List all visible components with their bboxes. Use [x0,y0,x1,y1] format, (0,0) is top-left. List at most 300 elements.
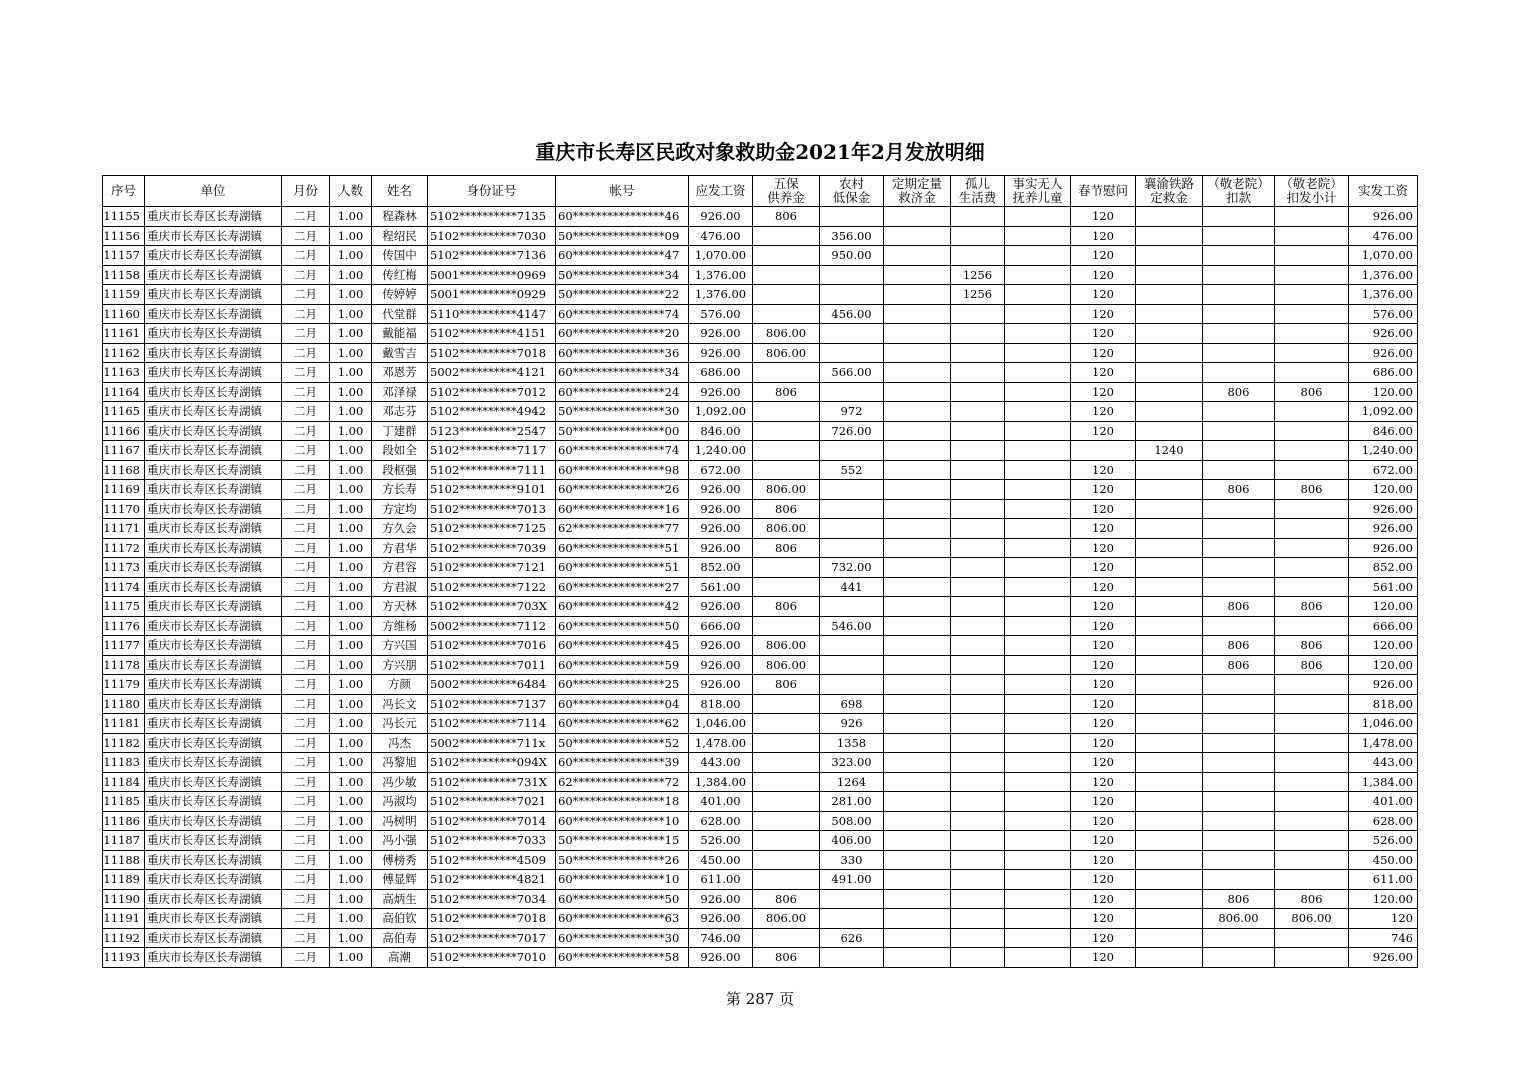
table-cell: 冯长元 [372,714,428,734]
table-cell: 806 [753,597,820,617]
table-cell [951,421,1005,441]
table-row [103,831,1418,851]
table-cell: 二月 [282,616,330,636]
table-cell: 846.00 [689,421,753,441]
column-header: 帐号 [556,176,689,207]
table-cell [820,909,884,929]
table-cell: 456.00 [820,304,884,324]
table-cell: 5110**********4147 [428,304,556,324]
table-cell: 丁建群 [372,421,428,441]
table-cell [1005,343,1071,363]
table-cell: 二月 [282,909,330,929]
table-cell [753,246,820,266]
table-cell: 818.00 [689,694,753,714]
page-number: 第 287 页 [725,990,795,1008]
table-cell [951,304,1005,324]
table-cell [1203,460,1275,480]
table-cell: 806.00 [753,909,820,929]
page-title: 重庆市长寿区民政对象救助金2021年2月发放明细 [535,140,985,164]
table-cell: 二月 [282,519,330,539]
table-cell: 11174 [103,577,145,597]
table-cell [1203,811,1275,831]
table-cell: 二月 [282,499,330,519]
table-cell: 552 [820,460,884,480]
table-cell: 120 [1071,948,1136,968]
table-cell [1005,733,1071,753]
table-cell: 二月 [282,850,330,870]
table-cell [1203,577,1275,597]
table-cell [820,655,884,675]
table-cell: 11193 [103,948,145,968]
table-cell: 程森林 [372,207,428,227]
table-cell: 120 [1071,304,1136,324]
table-cell [1136,402,1203,422]
table-cell [1005,909,1071,929]
table-cell [1203,207,1275,227]
table-cell [1203,265,1275,285]
table-cell [884,207,951,227]
table-cell: 5102**********7117 [428,441,556,461]
table-cell: 11181 [103,714,145,734]
table-cell [1136,382,1203,402]
table-cell [1275,207,1349,227]
table-cell [1275,772,1349,792]
table-cell: 1.00 [330,870,372,890]
table-cell: 5102**********7039 [428,538,556,558]
table-cell: 1256 [951,265,1005,285]
table-cell: 1358 [820,733,884,753]
table-cell: 邓志芬 [372,402,428,422]
table-cell [1203,831,1275,851]
table-cell [1203,733,1275,753]
table-cell [753,421,820,441]
table-row [103,207,1418,227]
table-cell: 120 [1071,616,1136,636]
table-cell [884,382,951,402]
table-cell: 5102**********7033 [428,831,556,851]
table-cell: 926.00 [689,480,753,500]
table-cell: 5002**********4121 [428,363,556,383]
table-cell [1136,577,1203,597]
table-cell [1005,480,1071,500]
table-row [103,343,1418,363]
table-cell [1005,460,1071,480]
table-cell: 806 [1203,655,1275,675]
table-cell: 926.00 [689,382,753,402]
table-cell: 806 [753,207,820,227]
table-cell [820,285,884,305]
table-cell: 重庆市长寿区长寿湖镇 [145,441,282,461]
table-cell: 段如全 [372,441,428,461]
table-cell: 611.00 [689,870,753,890]
table-cell [884,948,951,968]
table-cell: 冯小强 [372,831,428,851]
table-cell: 1.00 [330,402,372,422]
table-cell [1005,538,1071,558]
table-cell: 高伯钦 [372,909,428,929]
table-cell: 120 [1071,402,1136,422]
table-cell: 11188 [103,850,145,870]
table-cell: 5102**********4509 [428,850,556,870]
table-cell: 二月 [282,538,330,558]
table-cell [1275,441,1349,461]
table-cell: 120 [1071,343,1136,363]
table-cell: 401.00 [1349,792,1418,812]
table-row [103,382,1418,402]
table-cell [951,460,1005,480]
table-cell: 11179 [103,675,145,695]
table-cell: 806 [753,889,820,909]
table-cell: 120 [1071,597,1136,617]
table-cell: 方颜 [372,675,428,695]
table-cell [1136,694,1203,714]
table-cell [951,226,1005,246]
table-cell: 120 [1071,538,1136,558]
column-header: 春节慰问 [1071,176,1136,207]
table-row [103,948,1418,968]
table-cell: 11183 [103,753,145,773]
table-cell: 120 [1071,460,1136,480]
table-cell: 二月 [282,714,330,734]
table-cell: 1,046.00 [689,714,753,734]
table-cell [884,831,951,851]
table-cell [1203,675,1275,695]
table-cell: 806.00 [753,636,820,656]
table-cell: 方长寿 [372,480,428,500]
table-cell [1136,714,1203,734]
table-cell: 11176 [103,616,145,636]
table-cell: 508.00 [820,811,884,831]
table-cell [753,285,820,305]
table-cell: 120 [1071,285,1136,305]
table-cell [1005,772,1071,792]
table-cell: 二月 [282,558,330,578]
table-row [103,811,1418,831]
table-cell [1005,499,1071,519]
table-row [103,304,1418,324]
table-row [103,577,1418,597]
column-header: 农村 低保金 [820,176,884,207]
table-cell: 二月 [282,675,330,695]
table-cell: 686.00 [1349,363,1418,383]
table-cell: 重庆市长寿区长寿湖镇 [145,499,282,519]
table-cell: 重庆市长寿区长寿湖镇 [145,324,282,344]
table-cell: 443.00 [1349,753,1418,773]
table-cell [951,850,1005,870]
table-header-row [103,176,1418,207]
table-cell [884,304,951,324]
table-cell [820,519,884,539]
table-cell: 冯长文 [372,694,428,714]
table-cell: 11185 [103,792,145,812]
table-cell: 邓泽禄 [372,382,428,402]
table-cell: 120 [1071,792,1136,812]
table-cell [820,675,884,695]
table-cell: 120 [1071,382,1136,402]
table-cell: 926.00 [689,889,753,909]
table-cell [1136,753,1203,773]
table-cell: 二月 [282,226,330,246]
table-cell: 806.00 [753,480,820,500]
table-cell: 120 [1071,675,1136,695]
table-cell: 1.00 [330,265,372,285]
table-cell [820,441,884,461]
table-cell [1203,402,1275,422]
table-cell: 11191 [103,909,145,929]
table-cell: 120 [1071,577,1136,597]
table-cell: 1.00 [330,538,372,558]
table-cell [1275,246,1349,266]
table-cell [1203,226,1275,246]
table-cell: 5102**********7114 [428,714,556,734]
table-cell: 806 [1275,655,1349,675]
table-cell: 806 [1203,382,1275,402]
table-cell: 5001**********0969 [428,265,556,285]
table-cell: 5102**********7014 [428,811,556,831]
table-cell: 120 [1071,831,1136,851]
table-cell [1136,616,1203,636]
table-cell [884,928,951,948]
table-cell [1275,343,1349,363]
table-cell: 二月 [282,382,330,402]
table-cell [820,343,884,363]
table-cell: 5102**********7017 [428,928,556,948]
table-cell [1275,714,1349,734]
table-cell [884,324,951,344]
table-row [103,870,1418,890]
table-cell: 5102**********7136 [428,246,556,266]
table-cell: 1,046.00 [1349,714,1418,734]
table-cell [1203,870,1275,890]
table-cell [951,480,1005,500]
table-cell [753,363,820,383]
table-cell: 60****************74 [556,304,689,324]
table-cell [884,285,951,305]
table-cell: 60****************58 [556,948,689,968]
table-cell: 重庆市长寿区长寿湖镇 [145,870,282,890]
table-cell: 686.00 [689,363,753,383]
table-cell [951,889,1005,909]
table-cell [1275,792,1349,812]
table-cell [820,265,884,285]
table-cell: 方兴朋 [372,655,428,675]
table-cell [1203,694,1275,714]
table-cell: 重庆市长寿区长寿湖镇 [145,304,282,324]
table-cell: 二月 [282,363,330,383]
table-cell: 1.00 [330,616,372,636]
table-cell [951,577,1005,597]
table-cell: 60****************30 [556,928,689,948]
table-cell [1275,226,1349,246]
table-cell [1005,246,1071,266]
table-cell: 11184 [103,772,145,792]
table-cell [1005,714,1071,734]
table-cell: 626 [820,928,884,948]
table-cell: 666.00 [689,616,753,636]
table-cell: 冯杰 [372,733,428,753]
table-cell: 1240 [1136,441,1203,461]
table-cell: 120 [1071,753,1136,773]
table-cell [753,792,820,812]
table-cell: 二月 [282,460,330,480]
table-cell: 926.00 [689,636,753,656]
table-cell [884,792,951,812]
table-cell: 11169 [103,480,145,500]
table-cell: 806.00 [753,519,820,539]
table-cell [884,870,951,890]
table-cell: 60****************36 [556,343,689,363]
table-cell: 60****************25 [556,675,689,695]
table-cell [1203,304,1275,324]
table-cell: 450.00 [689,850,753,870]
table-cell: 926.00 [1349,538,1418,558]
table-cell: 1,478.00 [689,733,753,753]
table-cell: 5102**********9101 [428,480,556,500]
table-cell [951,207,1005,227]
table-cell: 450.00 [1349,850,1418,870]
table-cell: 11160 [103,304,145,324]
table-cell: 高炳生 [372,889,428,909]
table-cell: 二月 [282,870,330,890]
table-cell: 1,376.00 [1349,285,1418,305]
table-cell: 1.00 [330,792,372,812]
table-cell: 926.00 [689,207,753,227]
table-cell [753,402,820,422]
table-cell: 852.00 [689,558,753,578]
table-cell [1005,616,1071,636]
table-cell [951,811,1005,831]
table-cell: 11190 [103,889,145,909]
table-cell: 672.00 [1349,460,1418,480]
table-cell: 重庆市长寿区长寿湖镇 [145,226,282,246]
table-cell [820,597,884,617]
table-cell: 60****************98 [556,460,689,480]
table-cell: 方兴国 [372,636,428,656]
table-row [103,792,1418,812]
table-cell: 1.00 [330,694,372,714]
table-cell: 二月 [282,636,330,656]
table-cell [820,207,884,227]
table-cell: 1,240.00 [689,441,753,461]
table-cell: 1,376.00 [689,265,753,285]
table-cell: 60****************42 [556,597,689,617]
column-header: 襄渝铁路 定救金 [1136,176,1203,207]
table-cell: 程绍民 [372,226,428,246]
table-cell: 60****************74 [556,441,689,461]
table-cell: 重庆市长寿区长寿湖镇 [145,772,282,792]
table-cell: 120 [1071,324,1136,344]
table-cell [951,831,1005,851]
table-cell [884,558,951,578]
table-cell [1136,363,1203,383]
table-cell: 重庆市长寿区长寿湖镇 [145,402,282,422]
table-cell [1005,207,1071,227]
table-row [103,246,1418,266]
table-cell: 1.00 [330,304,372,324]
table-cell [1275,324,1349,344]
table-cell [1136,421,1203,441]
table-cell: 方君华 [372,538,428,558]
table-cell [1136,928,1203,948]
column-header: 孤儿 生活费 [951,176,1005,207]
table-cell: 1.00 [330,831,372,851]
table-cell [884,265,951,285]
table-cell: 重庆市长寿区长寿湖镇 [145,538,282,558]
table-cell: 傅显辉 [372,870,428,890]
table-row [103,772,1418,792]
table-cell: 邓恩芳 [372,363,428,383]
table-cell: 5102**********7016 [428,636,556,656]
table-cell: 1.00 [330,480,372,500]
table-cell [1136,207,1203,227]
table-cell: 重庆市长寿区长寿湖镇 [145,207,282,227]
table-cell [1275,928,1349,948]
table-cell [753,831,820,851]
table-cell: 50****************34 [556,265,689,285]
table-cell: 926 [820,714,884,734]
table-cell: 60****************51 [556,558,689,578]
table-cell: 120 [1071,480,1136,500]
table-cell: 60****************51 [556,538,689,558]
table-cell: 120 [1071,909,1136,929]
table-cell: 重庆市长寿区长寿湖镇 [145,265,282,285]
table-cell: 1,384.00 [1349,772,1418,792]
table-cell: 120 [1071,811,1136,831]
table-cell [820,636,884,656]
table-cell [1005,285,1071,305]
table-cell: 1.00 [330,811,372,831]
table-cell: 50****************15 [556,831,689,851]
table-cell [951,597,1005,617]
table-cell [1005,324,1071,344]
table-cell [1136,733,1203,753]
table-cell: 二月 [282,421,330,441]
table-cell: 806 [753,499,820,519]
table-cell [884,597,951,617]
table-cell [820,480,884,500]
table-row [103,499,1418,519]
table-cell: 120 [1071,421,1136,441]
table-cell [951,928,1005,948]
table-cell [753,558,820,578]
column-header: 实发工资 [1349,176,1418,207]
table-cell [951,733,1005,753]
table-cell [820,538,884,558]
table-cell [951,246,1005,266]
table-cell: 5102**********7012 [428,382,556,402]
table-cell [951,441,1005,461]
table-cell: 406.00 [820,831,884,851]
table-cell: 60****************59 [556,655,689,675]
table-cell: 二月 [282,265,330,285]
table-cell: 60****************39 [556,753,689,773]
table-cell: 传红梅 [372,265,428,285]
table-cell: 120 [1071,850,1136,870]
table-cell [1275,285,1349,305]
table-cell: 二月 [282,285,330,305]
table-row [103,519,1418,539]
table-cell: 5102**********7011 [428,655,556,675]
table-cell: 二月 [282,597,330,617]
table-cell: 重庆市长寿区长寿湖镇 [145,753,282,773]
table-cell: 5102**********7030 [428,226,556,246]
table-cell: 60****************34 [556,363,689,383]
table-cell [1275,948,1349,968]
table-cell [820,382,884,402]
table-cell: 806.00 [1275,909,1349,929]
table-cell [884,226,951,246]
table-cell: 926.00 [1349,519,1418,539]
